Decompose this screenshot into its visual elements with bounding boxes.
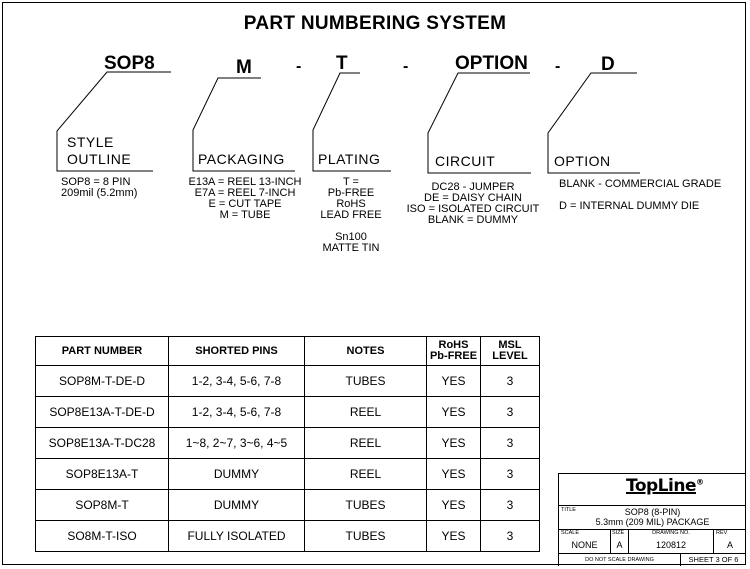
- cell-rohs: YES: [427, 459, 481, 490]
- circuit-line: ISO = ISOLATED CIRCUIT: [406, 203, 540, 215]
- table-row: [36, 521, 540, 552]
- header-msl-1: MSL: [498, 339, 522, 351]
- title-block-title-row: [559, 505, 746, 530]
- title-block-logo-row: [559, 474, 746, 506]
- packaging-desc: [179, 177, 311, 221]
- rev-cell: [714, 529, 746, 553]
- drawing-sheet: [2, 2, 746, 565]
- cell-notes: TUBES: [305, 521, 427, 552]
- cell-rohs: YES: [427, 521, 481, 552]
- company-logo: [626, 476, 703, 496]
- cell-msl: 3: [481, 459, 540, 490]
- table-row: [36, 459, 540, 490]
- label-circuit: CIRCUIT: [435, 153, 496, 169]
- title-block: [558, 473, 746, 566]
- plating-line: LEAD FREE: [320, 209, 382, 221]
- cell-shorted-pins: FULLY ISOLATED: [169, 521, 305, 552]
- cell-notes: REEL: [305, 428, 427, 459]
- table-row: [36, 428, 540, 459]
- code-option: OPTION: [455, 53, 528, 74]
- note-cell: [559, 554, 681, 566]
- code-t: T: [336, 53, 348, 74]
- title-line-1: SOP8 (8-PIN): [624, 507, 681, 517]
- table-row: [36, 366, 540, 397]
- label-plating: PLATING: [318, 151, 381, 167]
- header-msl-2: LEVEL: [492, 350, 528, 362]
- cell-msl: 3: [481, 428, 540, 459]
- circuit-line: DC28 - JUMPER: [431, 181, 515, 193]
- drawing-label: DRAWING NO.: [652, 530, 690, 536]
- cell-part-number: SO8M-T-ISO: [36, 521, 169, 552]
- header-msl: [481, 337, 540, 366]
- cell-rohs: YES: [427, 490, 481, 521]
- cell-shorted-pins: 1-2, 3-4, 5-6, 7-8: [169, 397, 305, 428]
- packaging-line: E7A = REEL 7-INCH: [194, 187, 296, 199]
- option-desc-2: D = INTERNAL DUMMY DIE: [559, 200, 700, 212]
- header-shorted-pins: SHORTED PINS: [169, 337, 305, 366]
- style-line: SOP8 = 8 PIN: [61, 176, 131, 188]
- plating-line: Sn100: [335, 231, 367, 243]
- cell-msl: 3: [481, 366, 540, 397]
- title-line-2: 5.3mm (209 MIL) PACKAGE: [595, 517, 710, 527]
- cell-notes: REEL: [305, 459, 427, 490]
- circuit-line: DE = DAISY CHAIN: [424, 192, 522, 204]
- code-m: M: [236, 57, 252, 78]
- header-rohs-2: Pb-FREE: [429, 350, 478, 362]
- no-scale-note: DO NOT SCALE DRAWING: [585, 557, 654, 563]
- header-rohs-1: RoHS: [438, 339, 469, 351]
- cell-shorted-pins: DUMMY: [169, 490, 305, 521]
- style-line: 209mil (5.2mm): [61, 187, 138, 199]
- cell-part-number: SOP8M-T: [36, 490, 169, 521]
- plating-desc: [311, 177, 391, 254]
- plating-line: MATTE TIN: [322, 242, 380, 254]
- scale-cell: [559, 529, 611, 553]
- rev-label: REV: [716, 530, 728, 536]
- packaging-line: M = TUBE: [219, 209, 271, 221]
- drawing-cell: [629, 529, 714, 553]
- title-block-footer-row: [559, 554, 746, 566]
- cell-notes: TUBES: [305, 366, 427, 397]
- code-d: D: [601, 54, 615, 75]
- label-option: OPTION: [554, 153, 611, 169]
- title-block-info-row: [559, 529, 746, 554]
- cell-msl: 3: [481, 490, 540, 521]
- label-outline: OUTLINE: [67, 151, 132, 167]
- cell-rohs: YES: [427, 397, 481, 428]
- table-row: [36, 490, 540, 521]
- cell-rohs: YES: [427, 428, 481, 459]
- cell-msl: 3: [481, 521, 540, 552]
- drawing-value: 120812: [655, 540, 687, 550]
- header-notes: NOTES: [305, 337, 427, 366]
- rev-value: A: [726, 540, 733, 550]
- title-label: TITLE: [561, 507, 576, 513]
- leader-lines: [3, 3, 747, 333]
- scale-value: NONE: [571, 540, 598, 550]
- plating-line: T =: [342, 176, 359, 188]
- label-packaging: PACKAGING: [198, 151, 285, 167]
- cell-part-number: SOP8E13A-T-DC28: [36, 428, 169, 459]
- code-dash-3: -: [555, 58, 561, 75]
- size-value: A: [616, 540, 623, 550]
- packaging-line: E = CUT TAPE: [208, 198, 282, 210]
- code-sop8: SOP8: [104, 53, 155, 74]
- logo-text: TopLine: [626, 476, 696, 496]
- code-dash-2: -: [403, 58, 409, 75]
- header-part-number: PART NUMBER: [36, 337, 169, 366]
- circuit-desc: [403, 182, 543, 226]
- table-header-row: [36, 337, 540, 366]
- size-label: SIZE: [612, 530, 625, 536]
- scale-label: SCALE: [561, 530, 580, 536]
- page-title: PART NUMBERING SYSTEM: [243, 13, 507, 34]
- cell-notes: TUBES: [305, 490, 427, 521]
- cell-part-number: SOP8E13A-T: [36, 459, 169, 490]
- circuit-line: BLANK = DUMMY: [427, 214, 519, 226]
- cell-shorted-pins: 1-2, 3-4, 5-6, 7-8: [169, 366, 305, 397]
- plating-line: RoHS: [336, 198, 366, 210]
- packaging-line: E13A = REEL 13-INCH: [188, 176, 302, 188]
- style-desc: [61, 177, 137, 199]
- cell-shorted-pins: 1~8, 2~7, 3~6, 4~5: [169, 428, 305, 459]
- part-table: [35, 336, 540, 552]
- sheet-number: SHEET 3 OF 6: [688, 555, 739, 564]
- cell-part-number: SOP8M-T-DE-D: [36, 366, 169, 397]
- cell-part-number: SOP8E13A-T-DE-D: [36, 397, 169, 428]
- size-cell: [611, 529, 629, 553]
- cell-msl: 3: [481, 397, 540, 428]
- table-row: [36, 397, 540, 428]
- option-desc-1: BLANK - COMMERCIAL GRADE: [559, 178, 722, 190]
- logo-mark: ®: [695, 477, 704, 487]
- cell-shorted-pins: DUMMY: [169, 459, 305, 490]
- cell-rohs: YES: [427, 366, 481, 397]
- label-style: STYLE: [67, 134, 114, 150]
- header-rohs: [427, 337, 481, 366]
- plating-line: Pb-FREE: [327, 187, 375, 199]
- cell-notes: REEL: [305, 397, 427, 428]
- code-dash-1: -: [296, 58, 302, 75]
